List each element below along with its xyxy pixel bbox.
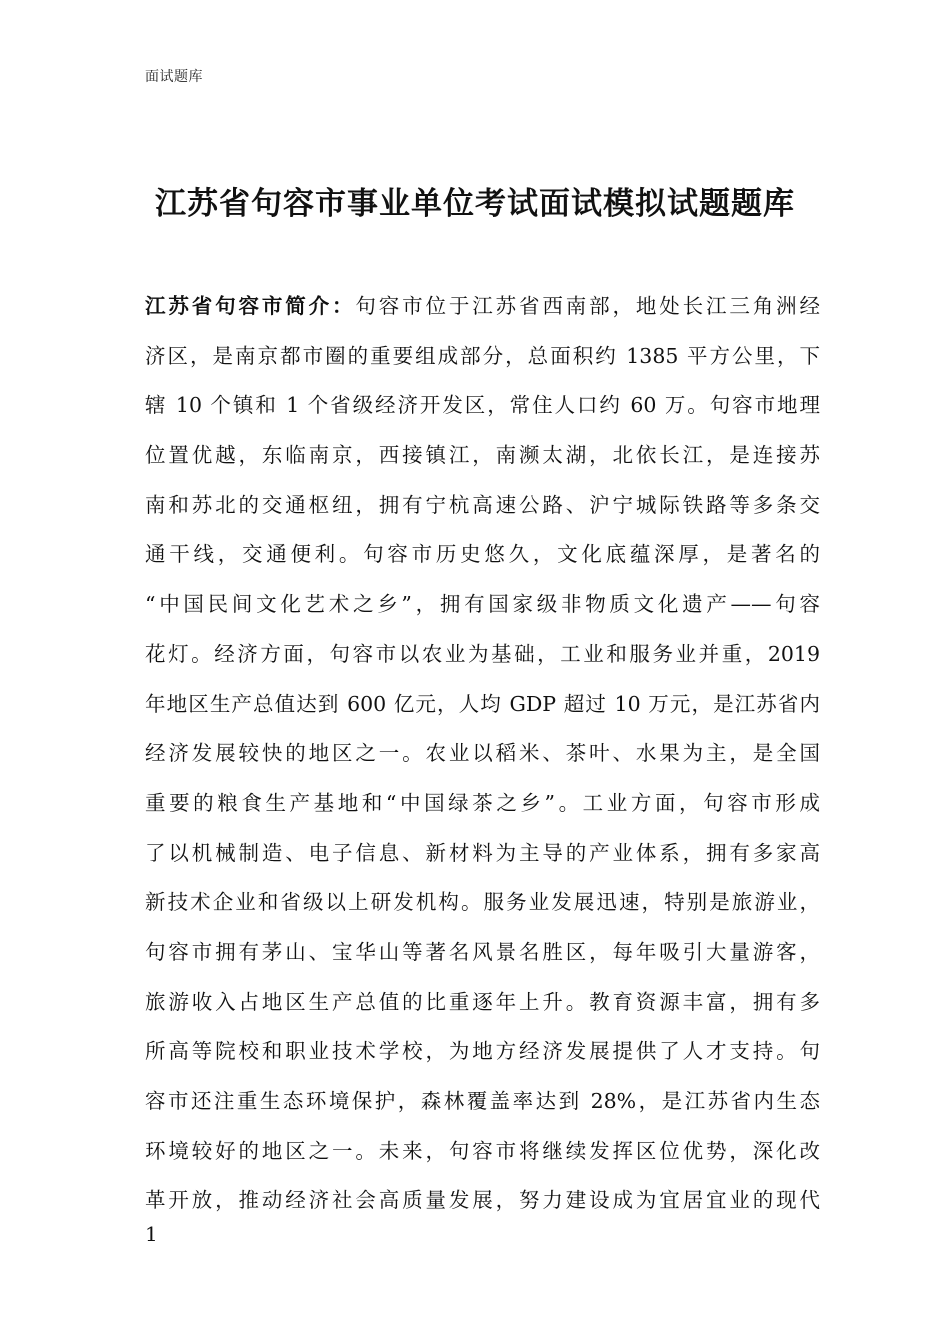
paragraph-line: 位置优越，东临南京，西接镇江，南濒太湖，北依长江，是连接苏 bbox=[145, 443, 820, 468]
paragraph-line: 旅游收入占地区生产总值的比重逐年上升。教育资源丰富，拥有多 bbox=[145, 989, 820, 1014]
paragraph-line: 所高等院校和职业技术学校，为地方经济发展提供了人才支持。句 bbox=[145, 1039, 820, 1064]
paragraph-line: 南和苏北的交通枢纽，拥有宁杭高速公路、沪宁城际铁路等多条交 bbox=[145, 492, 820, 517]
paragraph-line: 新技术企业和省级以上研发机构。服务业发展迅速，特别是旅游业， bbox=[145, 890, 820, 915]
paragraph-line: “中国民间文化艺术之乡”，拥有国家级非物质文化遗产——句容 bbox=[145, 592, 820, 617]
paragraph-line: 革开放，推动经济社会高质量发展，努力建设成为宜居宜业的现代 bbox=[145, 1188, 820, 1213]
running-header: 面试题库 bbox=[145, 69, 203, 85]
line-text: 句容市位于江苏省西南部，地处长江三角洲经 bbox=[355, 294, 820, 318]
intro-label: 江苏省句容市简介： bbox=[145, 294, 356, 318]
paragraph-line: 通干线，交通便利。句容市历史悠久，文化底蕴深厚，是著名的 bbox=[145, 542, 820, 567]
page-number: 1 bbox=[145, 1222, 158, 1246]
paragraph-line: 辖 10 个镇和 1 个省级经济开发区，常住人口约 60 万。句容市地理 bbox=[145, 393, 820, 418]
paragraph-line: 经济发展较快的地区之一。农业以稻米、茶叶、水果为主，是全国 bbox=[145, 741, 820, 766]
paragraph-line: 重要的粮食生产基地和“中国绿茶之乡”。工业方面，句容市形成 bbox=[145, 790, 820, 815]
document-title: 江苏省句容市事业单位考试面试模拟试题题库 bbox=[155, 186, 795, 222]
paragraph-line bbox=[145, 282, 820, 332]
paragraph-line: 环境较好的地区之一。未来，句容市将继续发挥区位优势，深化改 bbox=[145, 1138, 820, 1163]
paragraph-line: 容市还注重生态环境保护，森林覆盖率达到 28%，是江苏省内生态 bbox=[145, 1089, 820, 1113]
paragraph-line: 济区，是南京都市圈的重要组成部分，总面积约 1385 平方公里，下 bbox=[145, 343, 820, 368]
paragraph-line: 句容市拥有茅山、宝华山等著名风景名胜区，每年吸引大量游客， bbox=[145, 939, 820, 964]
intro-paragraph bbox=[145, 282, 820, 1226]
paragraph-line: 年地区生产总值达到 600 亿元，人均 GDP 超过 10 万元，是江苏省内 bbox=[145, 691, 820, 716]
paragraph-line: 了以机械制造、电子信息、新材料为主导的产业体系，拥有多家高 bbox=[145, 840, 820, 865]
paragraph-line: 花灯。经济方面，句容市以农业为基础，工业和服务业并重，2019 bbox=[145, 641, 820, 666]
